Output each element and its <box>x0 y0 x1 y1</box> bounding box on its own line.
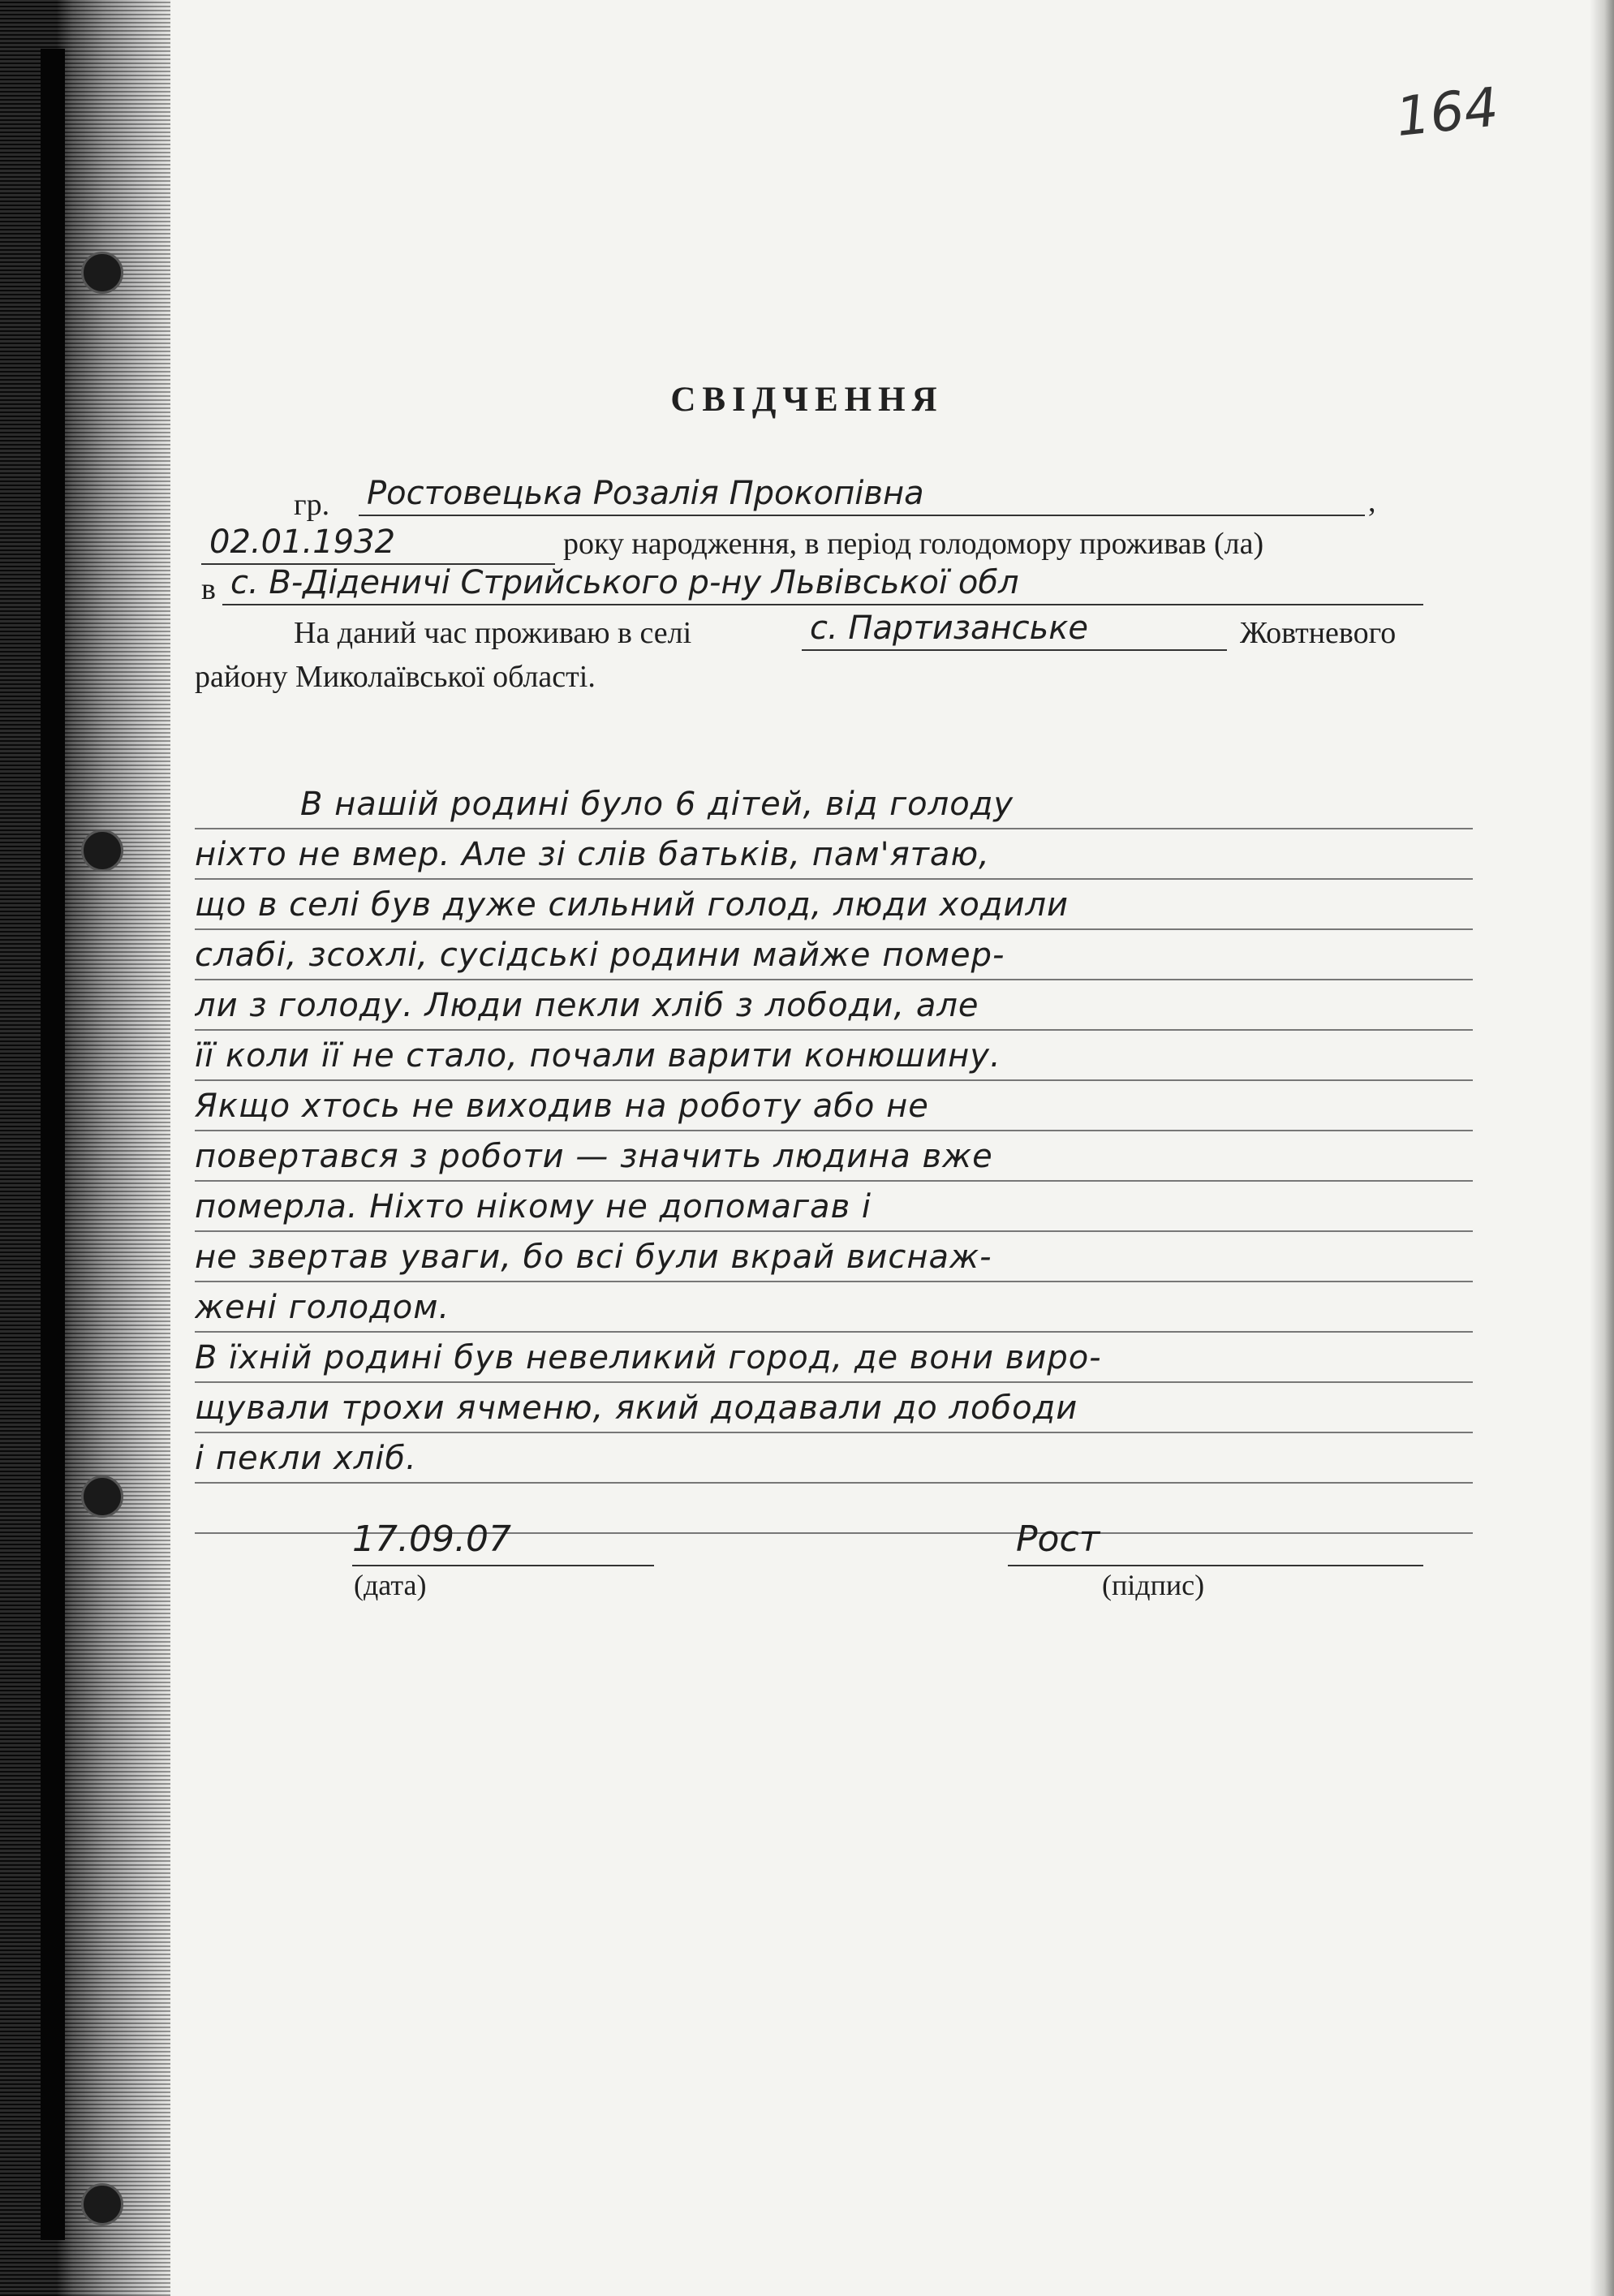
village-now-field: с. Партизанське <box>802 605 1227 651</box>
page-number: 164 <box>1392 75 1502 149</box>
signature-label: (підпис) <box>1102 1569 1205 1601</box>
date-label: (дата) <box>354 1569 427 1601</box>
signature-field: Рост <box>1008 1513 1423 1566</box>
label-v: в <box>201 572 216 606</box>
document-title: СВІДЧЕННЯ <box>670 381 944 419</box>
district-text: Жовтневого <box>1240 616 1397 650</box>
birth-text: року народження, в період голодомору проживав (ла) <box>563 527 1264 561</box>
testimony-line: і пекли хліб. <box>195 1433 1473 1484</box>
punch-hole <box>81 252 123 294</box>
label-gr: гр. <box>294 488 330 522</box>
binding-shadow <box>41 49 65 2240</box>
punch-hole <box>81 1475 123 1518</box>
testimony-line: ніхто не вмер. Але зі слів батьків, пам'ятаю, <box>195 829 1473 880</box>
testimony-line: В нашій родині було 6 дітей, від голоду <box>195 779 1473 829</box>
birth-date-field: 02.01.1932 <box>201 519 555 565</box>
village-then-field: с. В-Діденичі Стрийського р-ну Львівської обл <box>222 560 1423 605</box>
testimony-line: Якщо хтось не виходив на роботу або не <box>195 1081 1473 1131</box>
date-field: 17.09.07 <box>352 1513 654 1566</box>
testimony-line: щували трохи ячменю, який додавали до лободи <box>195 1383 1473 1433</box>
name-comma: , <box>1368 485 1376 519</box>
name-field: Ростовецька Розалія Прокопівна <box>359 471 1365 516</box>
punch-hole <box>81 829 123 872</box>
current-residence-text: На даний час проживаю в селі <box>294 616 692 650</box>
testimony-line: що в селі був дуже сильний голод, люди ходили <box>195 880 1473 930</box>
page-edge-shadow <box>1590 0 1614 2296</box>
testimony-line: ли з голоду. Люди пекли хліб з лободи, але <box>195 980 1473 1031</box>
binding-strip <box>0 0 170 2296</box>
testimony-line: повертався з роботи — значить людина вже <box>195 1131 1473 1182</box>
testimony-line: слабі, зсохлі, сусідські родини майже помер- <box>195 930 1473 980</box>
punch-hole <box>81 2183 123 2225</box>
testimony-line: померла. Ніхто нікому не допомагав і <box>195 1182 1473 1232</box>
region-text: району Миколаївської області. <box>195 660 596 694</box>
testimony-line: жені голодом. <box>195 1282 1473 1333</box>
testimony-line: не звертав уваги, бо всі були вкрай виснаж- <box>195 1232 1473 1282</box>
testimony-line: В їхній родині був невеликий город, де вони виро- <box>195 1333 1473 1383</box>
testimony-line: її коли її не стало, почали варити конюшину. <box>195 1031 1473 1081</box>
